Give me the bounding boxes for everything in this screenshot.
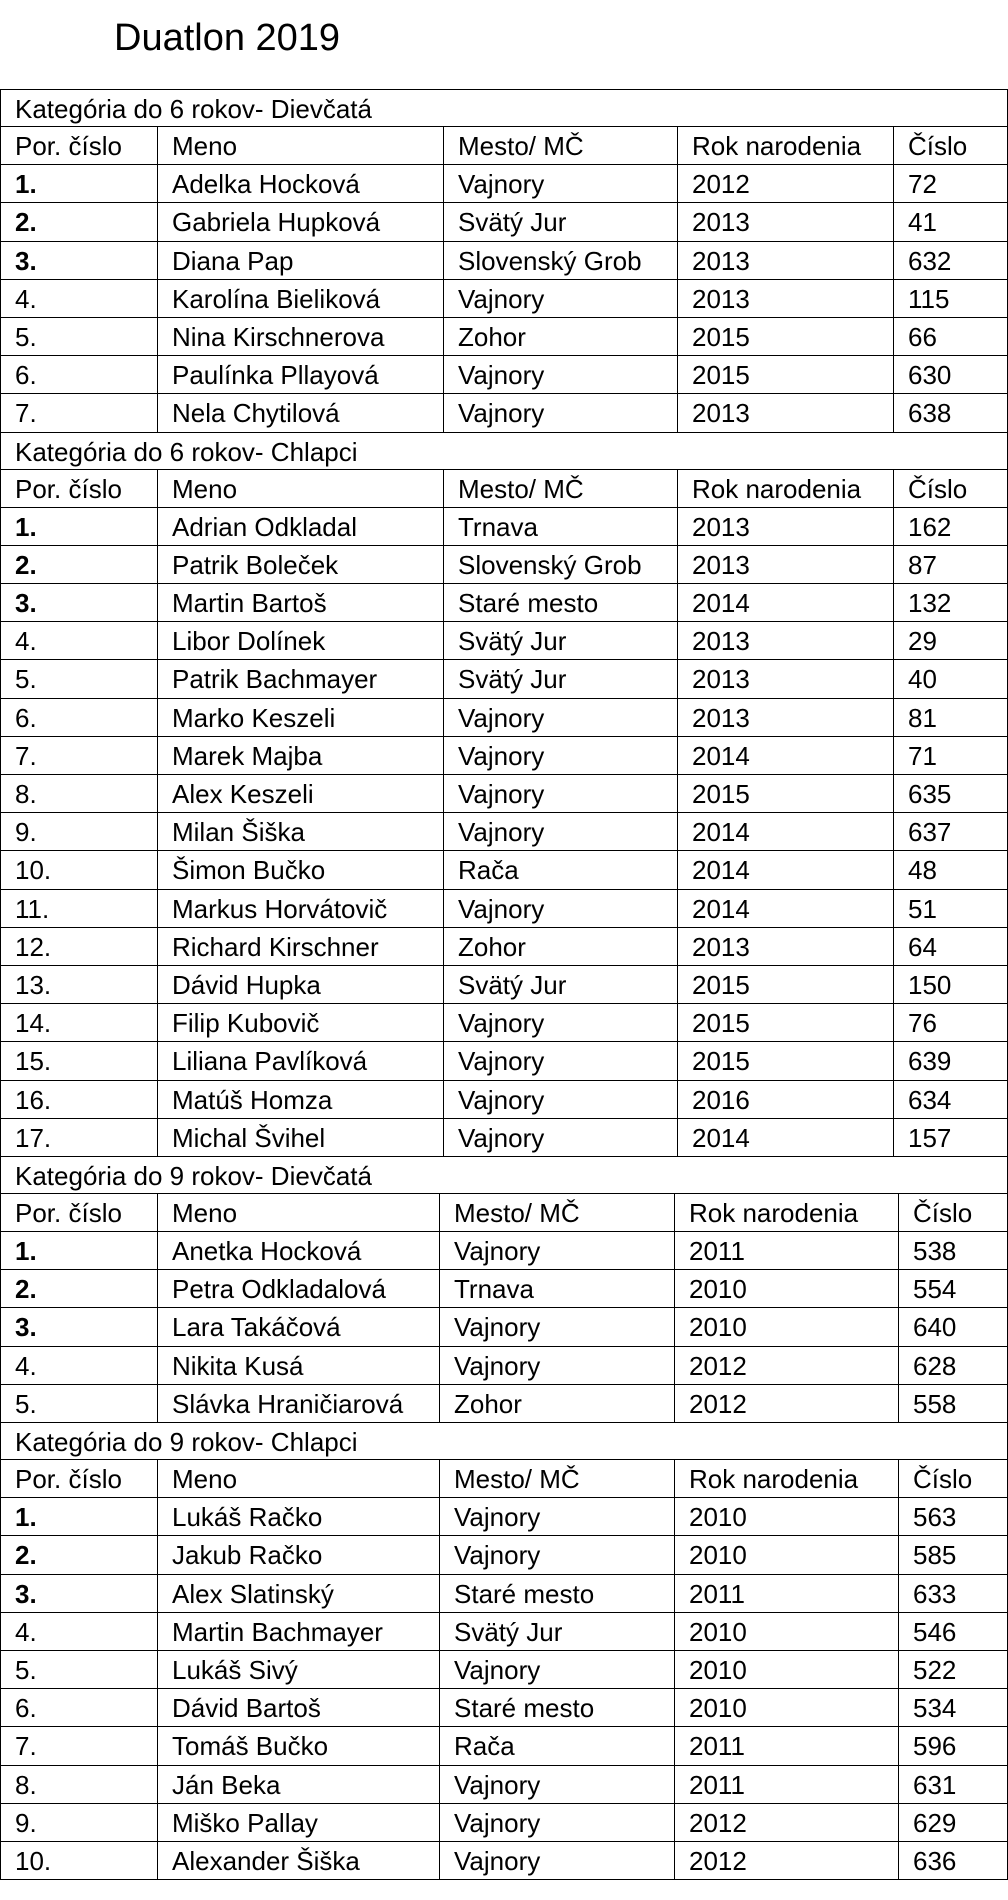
cell-city: Trnava: [440, 1270, 675, 1307]
table-row: [1, 1575, 1007, 1613]
cell-name: Ján Beka: [158, 1766, 440, 1803]
cell-bib-number: 636: [913, 1845, 957, 1876]
cell-position: 1.: [1, 1498, 158, 1535]
cell-bib-number: 633: [913, 1578, 957, 1609]
cell-position: 4.: [1, 280, 158, 317]
table-row: [1, 1498, 1007, 1536]
header-position: Por. číslo: [1, 127, 158, 164]
cell-birth-year: 2011: [675, 1575, 899, 1612]
cell-position: 15.: [1, 1042, 158, 1079]
cell-position: 7.: [1, 394, 158, 431]
cell-bib-number: 157: [908, 1122, 952, 1153]
table-row: [1, 1081, 1007, 1119]
category-title: Kategória do 9 rokov- Chlapci: [1, 1423, 1007, 1460]
cell-city: Zohor: [444, 928, 678, 965]
cell-bib-number: 635: [908, 779, 952, 809]
cell-birth-year: 2013: [678, 280, 894, 317]
table-row: [1, 1766, 1007, 1804]
header-bib-number: Číslo: [913, 1464, 973, 1494]
cell-city: Vajnory: [444, 699, 678, 736]
cell-position: 4.: [1, 622, 158, 659]
table-row: [1, 966, 1007, 1004]
cell-birth-year: 2012: [675, 1347, 899, 1384]
cell-city: Zohor: [444, 318, 678, 355]
table-row: [1, 1727, 1007, 1765]
cell-bib-number: 558: [913, 1388, 957, 1419]
cell-city: Svätý Jur: [444, 622, 678, 659]
page-title: Duatlon 2019: [114, 17, 341, 59]
cell-bib-number: 51: [908, 893, 937, 924]
cell-birth-year: 2011: [675, 1232, 899, 1269]
cell-birth-year: 2013: [678, 242, 894, 279]
header-bib-number: Číslo: [913, 1197, 973, 1228]
table-row: [1, 1536, 1007, 1574]
cell-name: Patrik Boleček: [158, 546, 444, 583]
cell-city: Vajnory: [444, 1081, 678, 1118]
cell-position: 3.: [1, 242, 158, 279]
cell-bib-number: 634: [908, 1084, 952, 1115]
cell-birth-year: 2014: [678, 737, 894, 774]
cell-position: 12.: [1, 928, 158, 965]
table-row: [1, 1004, 1007, 1042]
cell-position: 5.: [1, 1385, 158, 1422]
cell-birth-year: 2010: [675, 1536, 899, 1573]
cell-position: 5.: [1, 318, 158, 355]
cell-position: 7.: [1, 737, 158, 774]
header-city: Mesto/ MČ: [444, 127, 678, 164]
cell-birth-year: 2010: [675, 1308, 899, 1345]
cell-name: Lukáš Račko: [158, 1498, 440, 1535]
table-row: [1, 165, 1007, 203]
category-section: [1, 1423, 1007, 1880]
header-position: Por. číslo: [1, 1194, 158, 1231]
cell-position: 16.: [1, 1081, 158, 1118]
cell-name: Nela Chytilová: [158, 394, 444, 431]
table-row: [1, 1689, 1007, 1727]
cell-city: Staré mesto: [444, 584, 678, 621]
cell-city: Staré mesto: [440, 1575, 675, 1612]
cell-birth-year: 2014: [678, 851, 894, 888]
cell-position: 9.: [1, 1804, 158, 1841]
cell-bib-number: 81: [908, 702, 937, 733]
header-bib-number: Číslo: [908, 473, 968, 504]
table-row: [1, 775, 1007, 813]
header-birth-year: Rok narodenia: [678, 127, 894, 164]
cell-city: Staré mesto: [440, 1689, 675, 1726]
cell-city: Vajnory: [444, 813, 678, 850]
cell-city: Slovenský Grob: [444, 242, 678, 279]
cell-position: 7.: [1, 1727, 158, 1764]
cell-position: 6.: [1, 356, 158, 393]
cell-bib-number: 629: [913, 1807, 957, 1838]
header-birth-year: Rok narodenia: [678, 470, 894, 507]
cell-name: Matúš Homza: [158, 1081, 444, 1118]
cell-position: 14.: [1, 1004, 158, 1041]
cell-bib-number: 585: [913, 1540, 957, 1571]
table-row: [1, 394, 1007, 432]
cell-birth-year: 2014: [678, 1119, 894, 1156]
cell-position: 5.: [1, 1651, 158, 1688]
cell-position: 5.: [1, 660, 158, 697]
cell-city: Vajnory: [444, 737, 678, 774]
header-position: Por. číslo: [1, 1460, 158, 1497]
cell-city: Vajnory: [440, 1842, 675, 1879]
cell-birth-year: 2012: [675, 1804, 899, 1841]
cell-name: Slávka Hraničiarová: [158, 1385, 440, 1422]
table-header-row: [1, 470, 1007, 508]
table-row: [1, 203, 1007, 241]
cell-bib-number: 546: [913, 1616, 957, 1647]
table-row: [1, 318, 1007, 356]
cell-city: Vajnory: [444, 1119, 678, 1156]
cell-birth-year: 2015: [678, 966, 894, 1003]
cell-name: Filip Kubovič: [158, 1004, 444, 1041]
cell-bib-number: 534: [913, 1693, 957, 1724]
cell-position: 1.: [1, 508, 158, 545]
cell-name: Tomáš Bučko: [158, 1727, 440, 1764]
cell-city: Vajnory: [444, 890, 678, 927]
table-row: [1, 1385, 1007, 1423]
cell-bib-number: 162: [908, 511, 952, 542]
cell-birth-year: 2013: [678, 699, 894, 736]
header-bib-number: Číslo: [908, 131, 968, 161]
cell-city: Vajnory: [440, 1804, 675, 1841]
results-sheet: [0, 89, 1008, 1880]
header-name: Meno: [158, 1460, 440, 1497]
cell-name: Marko Keszeli: [158, 699, 444, 736]
cell-bib-number: 631: [913, 1769, 957, 1800]
cell-position: 2.: [1, 203, 158, 240]
table-row: [1, 928, 1007, 966]
table-row: [1, 1613, 1007, 1651]
cell-city: Svätý Jur: [440, 1613, 675, 1650]
cell-position: 6.: [1, 1689, 158, 1726]
cell-birth-year: 2013: [678, 622, 894, 659]
cell-position: 3.: [1, 584, 158, 621]
cell-bib-number: 538: [913, 1236, 957, 1267]
header-position: Por. číslo: [1, 470, 158, 507]
cell-name: Lukáš Sivý: [158, 1651, 440, 1688]
table-row: [1, 1232, 1007, 1270]
cell-name: Anetka Hocková: [158, 1232, 440, 1269]
cell-bib-number: 563: [913, 1502, 957, 1533]
header-birth-year: Rok narodenia: [675, 1460, 899, 1497]
cell-position: 11.: [1, 890, 158, 927]
table-row: [1, 1651, 1007, 1689]
category-section: [1, 433, 1007, 1157]
cell-name: Karolína Bieliková: [158, 280, 444, 317]
table-row: [1, 890, 1007, 928]
cell-name: Jakub Račko: [158, 1536, 440, 1573]
table-row: [1, 1119, 1007, 1157]
cell-city: Rača: [440, 1727, 675, 1764]
cell-name: Diana Pap: [158, 242, 444, 279]
header-city: Mesto/ MČ: [440, 1460, 675, 1497]
cell-name: Alex Keszeli: [158, 775, 444, 812]
cell-city: Svätý Jur: [444, 966, 678, 1003]
cell-birth-year: 2013: [678, 928, 894, 965]
cell-birth-year: 2015: [678, 775, 894, 812]
cell-position: 8.: [1, 775, 158, 812]
cell-name: Lara Takáčová: [158, 1308, 440, 1345]
cell-bib-number: 132: [908, 588, 952, 619]
cell-bib-number: 637: [908, 817, 952, 848]
cell-bib-number: 596: [913, 1731, 957, 1762]
cell-birth-year: 2010: [675, 1651, 899, 1688]
cell-name: Patrik Bachmayer: [158, 660, 444, 697]
category-section: [1, 90, 1007, 433]
cell-bib-number: 628: [913, 1350, 957, 1381]
cell-name: Milan Šiška: [158, 813, 444, 850]
header-name: Meno: [158, 470, 444, 507]
cell-name: Petra Odkladalová: [158, 1270, 440, 1307]
cell-position: 3.: [1, 1575, 158, 1612]
table-row: [1, 508, 1007, 546]
table-row: [1, 660, 1007, 698]
cell-city: Vajnory: [440, 1232, 675, 1269]
table-row: [1, 737, 1007, 775]
cell-city: Trnava: [444, 508, 678, 545]
cell-bib-number: 64: [908, 931, 937, 962]
cell-name: Miško Pallay: [158, 1804, 440, 1841]
cell-birth-year: 2014: [678, 584, 894, 621]
cell-birth-year: 2014: [678, 890, 894, 927]
cell-bib-number: 48: [908, 855, 937, 886]
cell-name: Adelka Hocková: [158, 165, 444, 202]
cell-bib-number: 639: [908, 1046, 952, 1077]
cell-bib-number: 554: [913, 1274, 957, 1305]
cell-name: Nikita Kusá: [158, 1347, 440, 1384]
cell-bib-number: 150: [908, 969, 952, 1000]
header-name: Meno: [158, 127, 444, 164]
cell-name: Richard Kirschner: [158, 928, 444, 965]
table-row: [1, 546, 1007, 584]
cell-city: Vajnory: [444, 280, 678, 317]
cell-birth-year: 2012: [675, 1385, 899, 1422]
cell-bib-number: 40: [908, 664, 937, 695]
table-row: [1, 1347, 1007, 1385]
table-row: [1, 1270, 1007, 1308]
cell-bib-number: 87: [908, 549, 937, 580]
cell-city: Slovenský Grob: [444, 546, 678, 583]
table-row: [1, 280, 1007, 318]
cell-birth-year: 2013: [678, 394, 894, 431]
cell-name: Šimon Bučko: [158, 851, 444, 888]
cell-position: 8.: [1, 1766, 158, 1803]
cell-bib-number: 66: [908, 321, 937, 352]
cell-birth-year: 2010: [675, 1613, 899, 1650]
cell-name: Liliana Pavlíková: [158, 1042, 444, 1079]
table-row: [1, 1308, 1007, 1346]
cell-birth-year: 2013: [678, 203, 894, 240]
table-row: [1, 699, 1007, 737]
cell-birth-year: 2012: [678, 165, 894, 202]
cell-name: Marek Majba: [158, 737, 444, 774]
cell-birth-year: 2015: [678, 356, 894, 393]
cell-birth-year: 2013: [678, 660, 894, 697]
cell-city: Svätý Jur: [444, 203, 678, 240]
cell-birth-year: 2015: [678, 318, 894, 355]
cell-city: Rača: [444, 851, 678, 888]
cell-position: 6.: [1, 699, 158, 736]
table-row: [1, 356, 1007, 394]
cell-birth-year: 2013: [678, 546, 894, 583]
table-row: [1, 622, 1007, 660]
table-header-row: [1, 1460, 1007, 1498]
cell-city: Vajnory: [444, 356, 678, 393]
cell-position: 9.: [1, 813, 158, 850]
table-header-row: [1, 127, 1007, 165]
cell-birth-year: 2011: [675, 1727, 899, 1764]
cell-birth-year: 2010: [675, 1689, 899, 1726]
cell-city: Vajnory: [440, 1766, 675, 1803]
cell-bib-number: 640: [913, 1312, 957, 1343]
cell-position: 4.: [1, 1347, 158, 1384]
cell-position: 1.: [1, 165, 158, 202]
cell-name: Markus Horvátovič: [158, 890, 444, 927]
cell-birth-year: 2016: [678, 1081, 894, 1118]
cell-birth-year: 2010: [675, 1270, 899, 1307]
cell-birth-year: 2012: [675, 1842, 899, 1879]
cell-city: Vajnory: [444, 1042, 678, 1079]
table-row: [1, 1842, 1007, 1880]
cell-city: Vajnory: [440, 1308, 675, 1345]
cell-city: Vajnory: [440, 1536, 675, 1573]
table-row: [1, 813, 1007, 851]
category-section: [1, 1157, 1007, 1423]
cell-bib-number: 638: [908, 398, 952, 429]
table-row: [1, 1804, 1007, 1842]
cell-position: 3.: [1, 1308, 158, 1345]
cell-city: Vajnory: [444, 1004, 678, 1041]
cell-bib-number: 115: [908, 283, 950, 314]
cell-bib-number: 630: [908, 360, 952, 391]
category-title: Kategória do 9 rokov- Dievčatá: [1, 1157, 1007, 1194]
cell-city: Svätý Jur: [444, 660, 678, 697]
cell-bib-number: 632: [908, 245, 952, 276]
cell-city: Vajnory: [444, 165, 678, 202]
cell-city: Zohor: [440, 1385, 675, 1422]
cell-position: 10.: [1, 1842, 158, 1879]
cell-name: Dávid Bartoš: [158, 1689, 440, 1726]
table-header-row: [1, 1194, 1007, 1232]
cell-position: 13.: [1, 966, 158, 1003]
cell-birth-year: 2014: [678, 813, 894, 850]
cell-name: Nina Kirschnerova: [158, 318, 444, 355]
cell-name: Paulínka Pllayová: [158, 356, 444, 393]
cell-position: 1.: [1, 1232, 158, 1269]
cell-name: Martin Bachmayer: [158, 1613, 440, 1650]
cell-birth-year: 2013: [678, 508, 894, 545]
cell-bib-number: 29: [908, 626, 937, 657]
header-city: Mesto/ MČ: [440, 1194, 675, 1231]
header-city: Mesto/ MČ: [444, 470, 678, 507]
cell-position: 2.: [1, 1270, 158, 1307]
cell-bib-number: 41: [908, 207, 937, 238]
cell-position: 10.: [1, 851, 158, 888]
cell-bib-number: 71: [908, 740, 937, 771]
table-row: [1, 851, 1007, 889]
table-row: [1, 1042, 1007, 1080]
cell-position: 2.: [1, 546, 158, 583]
cell-name: Adrian Odkladal: [158, 508, 444, 545]
cell-city: Vajnory: [440, 1498, 675, 1535]
cell-position: 2.: [1, 1536, 158, 1573]
cell-city: Vajnory: [440, 1347, 675, 1384]
cell-bib-number: 522: [913, 1654, 957, 1685]
cell-city: Vajnory: [444, 775, 678, 812]
cell-position: 4.: [1, 1613, 158, 1650]
cell-name: Alexander Šiška: [158, 1842, 440, 1879]
cell-city: Vajnory: [444, 394, 678, 431]
category-title: Kategória do 6 rokov- Chlapci: [1, 433, 1007, 470]
table-row: [1, 584, 1007, 622]
cell-city: Vajnory: [440, 1651, 675, 1688]
cell-name: Libor Dolínek: [158, 622, 444, 659]
cell-position: 17.: [1, 1119, 158, 1156]
header-birth-year: Rok narodenia: [675, 1194, 899, 1231]
cell-birth-year: 2011: [675, 1766, 899, 1803]
cell-name: Alex Slatinský: [158, 1575, 440, 1612]
cell-name: Gabriela Hupková: [158, 203, 444, 240]
cell-name: Michal Švihel: [158, 1119, 444, 1156]
cell-birth-year: 2015: [678, 1004, 894, 1041]
cell-bib-number: 72: [908, 169, 937, 200]
header-name: Meno: [158, 1194, 440, 1231]
cell-name: Dávid Hupka: [158, 966, 444, 1003]
category-title: Kategória do 6 rokov- Dievčatá: [1, 90, 1007, 127]
cell-birth-year: 2015: [678, 1042, 894, 1079]
cell-bib-number: 76: [908, 1008, 937, 1039]
cell-name: Martin Bartoš: [158, 584, 444, 621]
table-row: [1, 242, 1007, 280]
cell-birth-year: 2010: [675, 1498, 899, 1535]
